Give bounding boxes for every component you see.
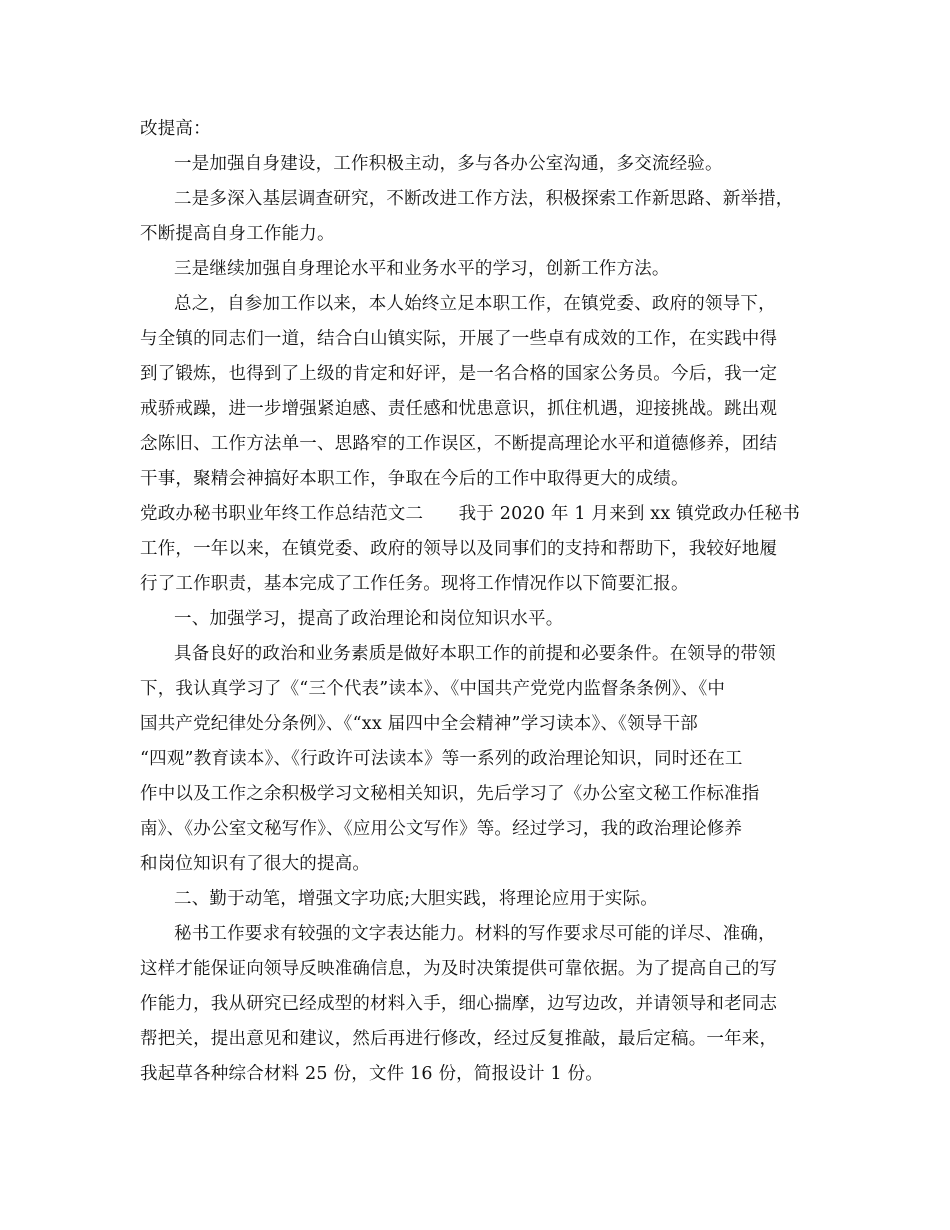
text-line: 和岗位知识有了很大的提高。: [140, 854, 371, 874]
text-line: 作中以及工作之余积极学习文秘相关知识，先后学习了《办公室文秘工作标准指: [140, 784, 760, 804]
text-line: 三是继续加强自身理论水平和业务水平的学习，创新工作方法。: [174, 259, 670, 279]
text-line: 具备良好的政治和业务素质是做好本职工作的前提和必要条件。在领导的带领: [174, 644, 776, 664]
text-line: 到了锻炼，也得到了上级的肯定和好评，是一名合格的国家公务员。今后，我一定: [140, 364, 778, 384]
text-line: 南》、《办公室文秘写作》、《应用公文写作》等。经过学习，我的政治理论修养: [140, 819, 743, 839]
text-line: 戒骄戒躁，进一步增强紧迫感、责任感和忧患意识，抓住机遇，迎接挑战。跳出观: [140, 399, 778, 419]
text-line: 作能力，我从研究已经成型的材料入手，细心揣摩，边写边改，并请领导和老同志: [140, 994, 778, 1014]
text-line: 念陈旧、工作方法单一、思路窄的工作误区，不断提高理论水平和道德修养，团结: [140, 434, 778, 454]
text-line: 不断提高自身工作能力。: [140, 224, 335, 244]
text-line: 一是加强自身建设，工作积极主动，多与各办公室沟通，多交流经验。: [174, 154, 723, 174]
text-line: 干事，聚精会神搞好本职工作，争取在今后的工作中取得更大的成绩。: [140, 469, 689, 489]
text-line: 秘书工作要求有较强的文字表达能力。材料的写作要求尽可能的详尽、准确，: [174, 924, 776, 944]
text-line: 一、加强学习，提高了政治理论和岗位知识水平。: [174, 609, 564, 629]
text-line: 这样才能保证向领导反映准确信息，为及时决策提供可靠依据。为了提高自己的写: [140, 959, 778, 979]
section-heading-line: 党政办秘书职业年终工作总结范文二 我于 2020 年 1 月来到 xx 镇党政办任秘书: [140, 504, 801, 524]
text-line: 与全镇的同志们一道，结合白山镇实际，开展了一些卓有成效的工作，在实践中得: [140, 329, 778, 349]
text-line: “四观”教育读本》、《行政许可法读本》等一系列的政治理论知识，同时还在工: [140, 749, 743, 769]
text-line: 二、勤于动笔，增强文字功底;大胆实践，将理论应用于实际。: [174, 889, 658, 909]
text-line: 工作，一年以来，在镇党委、政府的领导以及同事们的支持和帮助下，我较好地履: [140, 539, 778, 559]
text-line: 二是多深入基层调查研究，不断改进工作方法，积极探索工作新思路、新举措，: [174, 189, 794, 209]
text-line: 我起草各种综合材料 25 份，文件 16 份，简报设计 1 份。: [140, 1064, 603, 1084]
text-line: 帮把关，提出意见和建议，然后再进行修改，经过反复推敲，最后定稿。一年来，: [140, 1029, 778, 1049]
text-line: 行了工作职责，基本完成了工作任务。现将工作情况作以下简要汇报。: [140, 574, 689, 594]
text-line: 改提高：: [140, 119, 211, 139]
text-line: 下，我认真学习了《“三个代表”读本》、《中国共产党党内监督条条例》、《中: [140, 679, 726, 699]
text-line: 总之，自参加工作以来，本人始终立足本职工作，在镇党委、政府的领导下，: [174, 294, 776, 314]
text-line: 国共产党纪律处分条例》、《“xx 届四中全会精神”学习读本》、《领导干部: [140, 714, 698, 734]
